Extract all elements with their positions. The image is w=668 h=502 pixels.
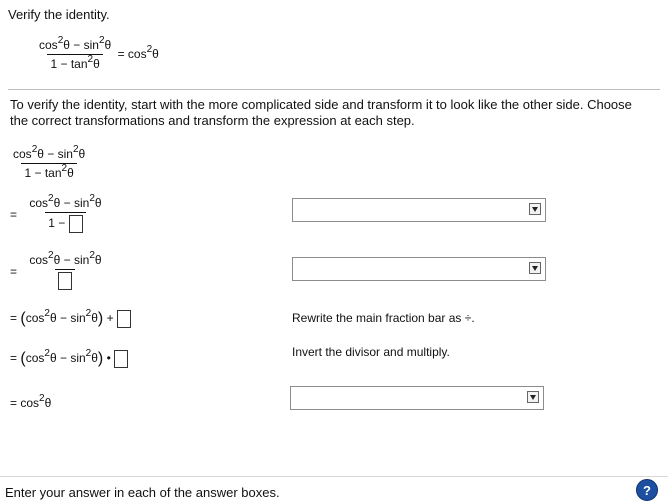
chevron-down-icon[interactable]: [527, 391, 539, 403]
chevron-down-icon[interactable]: [529, 262, 541, 274]
section-divider: [8, 89, 660, 90]
help-button[interactable]: [636, 479, 658, 501]
hint-rewrite: Rewrite the main fraction bar as ÷.: [292, 311, 475, 325]
identity-fraction: [36, 35, 114, 71]
step-1-transformation-select[interactable]: [292, 198, 546, 222]
step-2-transformation-select[interactable]: [292, 257, 546, 281]
help-icon: ?: [643, 482, 651, 498]
identity-denominator: $1 - \tan^2\theta$: [47, 54, 102, 71]
step-2: = $\cos^2\theta - \sin^2\theta$: [10, 253, 105, 290]
step-2-denominator-input[interactable]: [58, 272, 72, 290]
step-1-denominator-input[interactable]: [69, 215, 83, 233]
chevron-down-icon[interactable]: [529, 203, 541, 215]
hint-invert: Invert the divisor and multiply.: [292, 345, 450, 359]
page-title: Verify the identity.: [8, 7, 110, 22]
footer-instruction: Enter your answer in each of the answer boxes.: [5, 485, 280, 500]
step-4-multiplier-input[interactable]: [114, 350, 128, 368]
step-1: = $\frac{\cos^2\theta - \sin^2\theta}{1 -}$: [10, 196, 105, 233]
step-3: = $(\cos^2\theta - \sin^2\theta)$ +: [10, 310, 131, 328]
step-4: = $(\cos^2\theta - \sin^2\theta)$ •: [10, 350, 128, 368]
identity-numerator: $\cos^2\theta - \sin^2\theta$: [39, 35, 112, 52]
footer-divider: [0, 476, 668, 477]
final-expression: = $\cos^2\theta$: [10, 393, 52, 410]
step-final-transformation-select[interactable]: [290, 386, 544, 410]
instructions: To verify the identity, start with the more complicated side and transform it to look like the other side. Choose the correct transformations and transform the expression at each step.: [10, 97, 632, 128]
identity-statement: [36, 35, 159, 71]
start-expression: $\frac{\cos^2\theta - \sin^2\theta}{1 - \tan^2\theta}$: [13, 144, 86, 180]
identity-rhs: = $\cos^2\theta$: [117, 43, 159, 61]
step-3-divisor-input[interactable]: [117, 310, 131, 328]
